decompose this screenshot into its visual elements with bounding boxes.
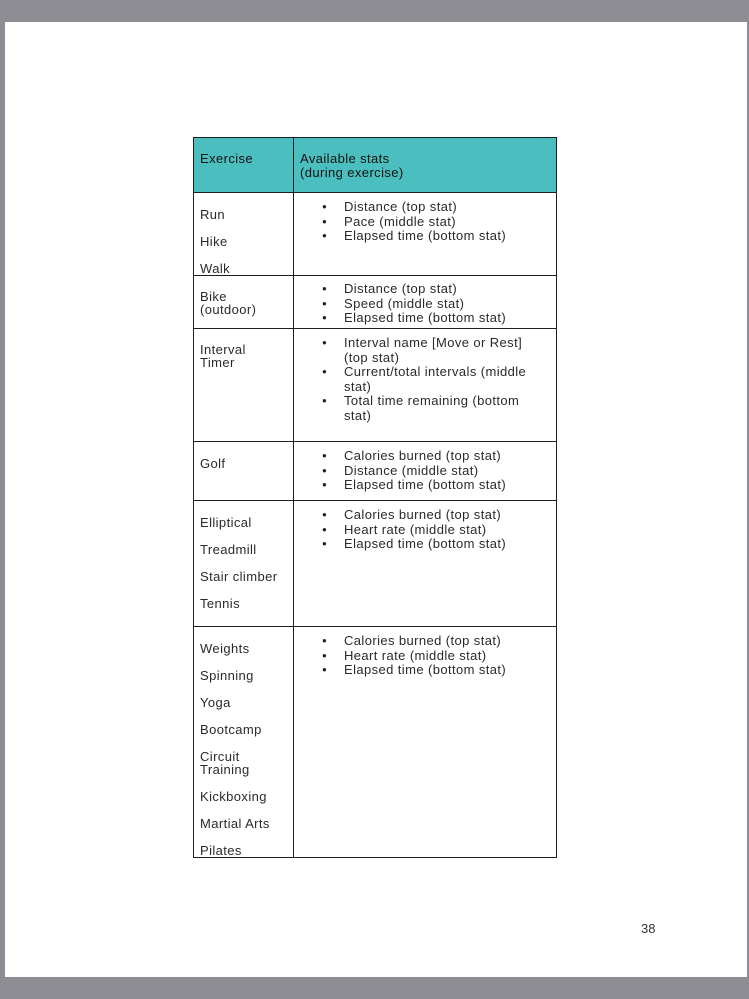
table-row (194, 329, 557, 442)
stat-item: ● Elapsed time (bottom stat) (344, 311, 550, 326)
exercise-name: Bootcamp (200, 722, 262, 737)
stats-cell (294, 627, 557, 858)
exercise-stats-table (193, 137, 557, 858)
exercise-name: Martial Arts (200, 816, 270, 831)
stat-item: ● Calories burned (top stat) (344, 634, 550, 649)
table-header-row (194, 138, 557, 193)
stat-item: ● Calories burned (top stat) (344, 508, 550, 523)
exercise-name: Golf (200, 456, 226, 471)
header-exercise: Exercise (194, 138, 294, 193)
exercise-name: Spinning (200, 668, 254, 683)
stat-item: ● Current/total intervals (middle stat) (344, 365, 550, 394)
document-page (5, 22, 747, 977)
exercise-cell (194, 627, 294, 858)
stat-item: ● Elapsed time (bottom stat) (344, 478, 550, 493)
stat-item: ● Elapsed time (bottom stat) (344, 663, 550, 678)
exercise-name: Pilates (200, 843, 242, 858)
stat-item: ● Distance (top stat) (344, 282, 550, 297)
exercise-name: Circuit Training (200, 749, 250, 777)
table-row (194, 193, 557, 276)
stat-item: ● Pace (middle stat) (344, 215, 550, 230)
stats-cell (294, 501, 557, 627)
stats-cell (294, 329, 557, 442)
exercise-name: Elliptical (200, 515, 252, 530)
stats-cell (294, 442, 557, 501)
exercise-name: Yoga (200, 695, 231, 710)
stats-cell (294, 276, 557, 329)
stat-item: ● Speed (middle stat) (344, 297, 550, 312)
exercise-name: Interval Timer (200, 342, 246, 370)
stat-item: ● Elapsed time (bottom stat) (344, 229, 550, 244)
exercise-name: Kickboxing (200, 789, 267, 804)
stat-item: ● Calories burned (top stat) (344, 449, 550, 464)
exercise-cell (194, 442, 294, 501)
exercise-name: Walk (200, 261, 231, 276)
stat-item: ● Interval name [Move or Rest] (top stat) (344, 336, 550, 365)
exercise-name: Stair climber (200, 569, 278, 584)
exercise-name: Weights (200, 641, 250, 656)
stat-item: ● Distance (top stat) (344, 200, 550, 215)
exercise-name: Run (200, 207, 226, 222)
page-number: 38 (641, 921, 656, 936)
exercise-name: Tennis (200, 596, 240, 611)
exercise-cell (194, 276, 294, 329)
table-row (194, 276, 557, 329)
exercise-cell (194, 193, 294, 276)
exercise-cell (194, 501, 294, 627)
stat-item: ● Heart rate (middle stat) (344, 649, 550, 664)
exercise-name: Bike (outdoor) (200, 289, 257, 317)
exercise-cell (194, 329, 294, 442)
stat-item: ● Total time remaining (bottom stat) (344, 394, 550, 423)
exercise-name: Hike (200, 234, 228, 249)
table-row (194, 442, 557, 501)
stats-cell (294, 193, 557, 276)
stat-item: ● Elapsed time (bottom stat) (344, 537, 550, 552)
stat-item: ● Distance (middle stat) (344, 464, 550, 479)
header-available-stats: Available stats (during exercise) (294, 138, 557, 193)
exercise-name: Treadmill (200, 542, 257, 557)
table-row (194, 627, 557, 858)
stat-item: ● Heart rate (middle stat) (344, 523, 550, 538)
table-row (194, 501, 557, 627)
